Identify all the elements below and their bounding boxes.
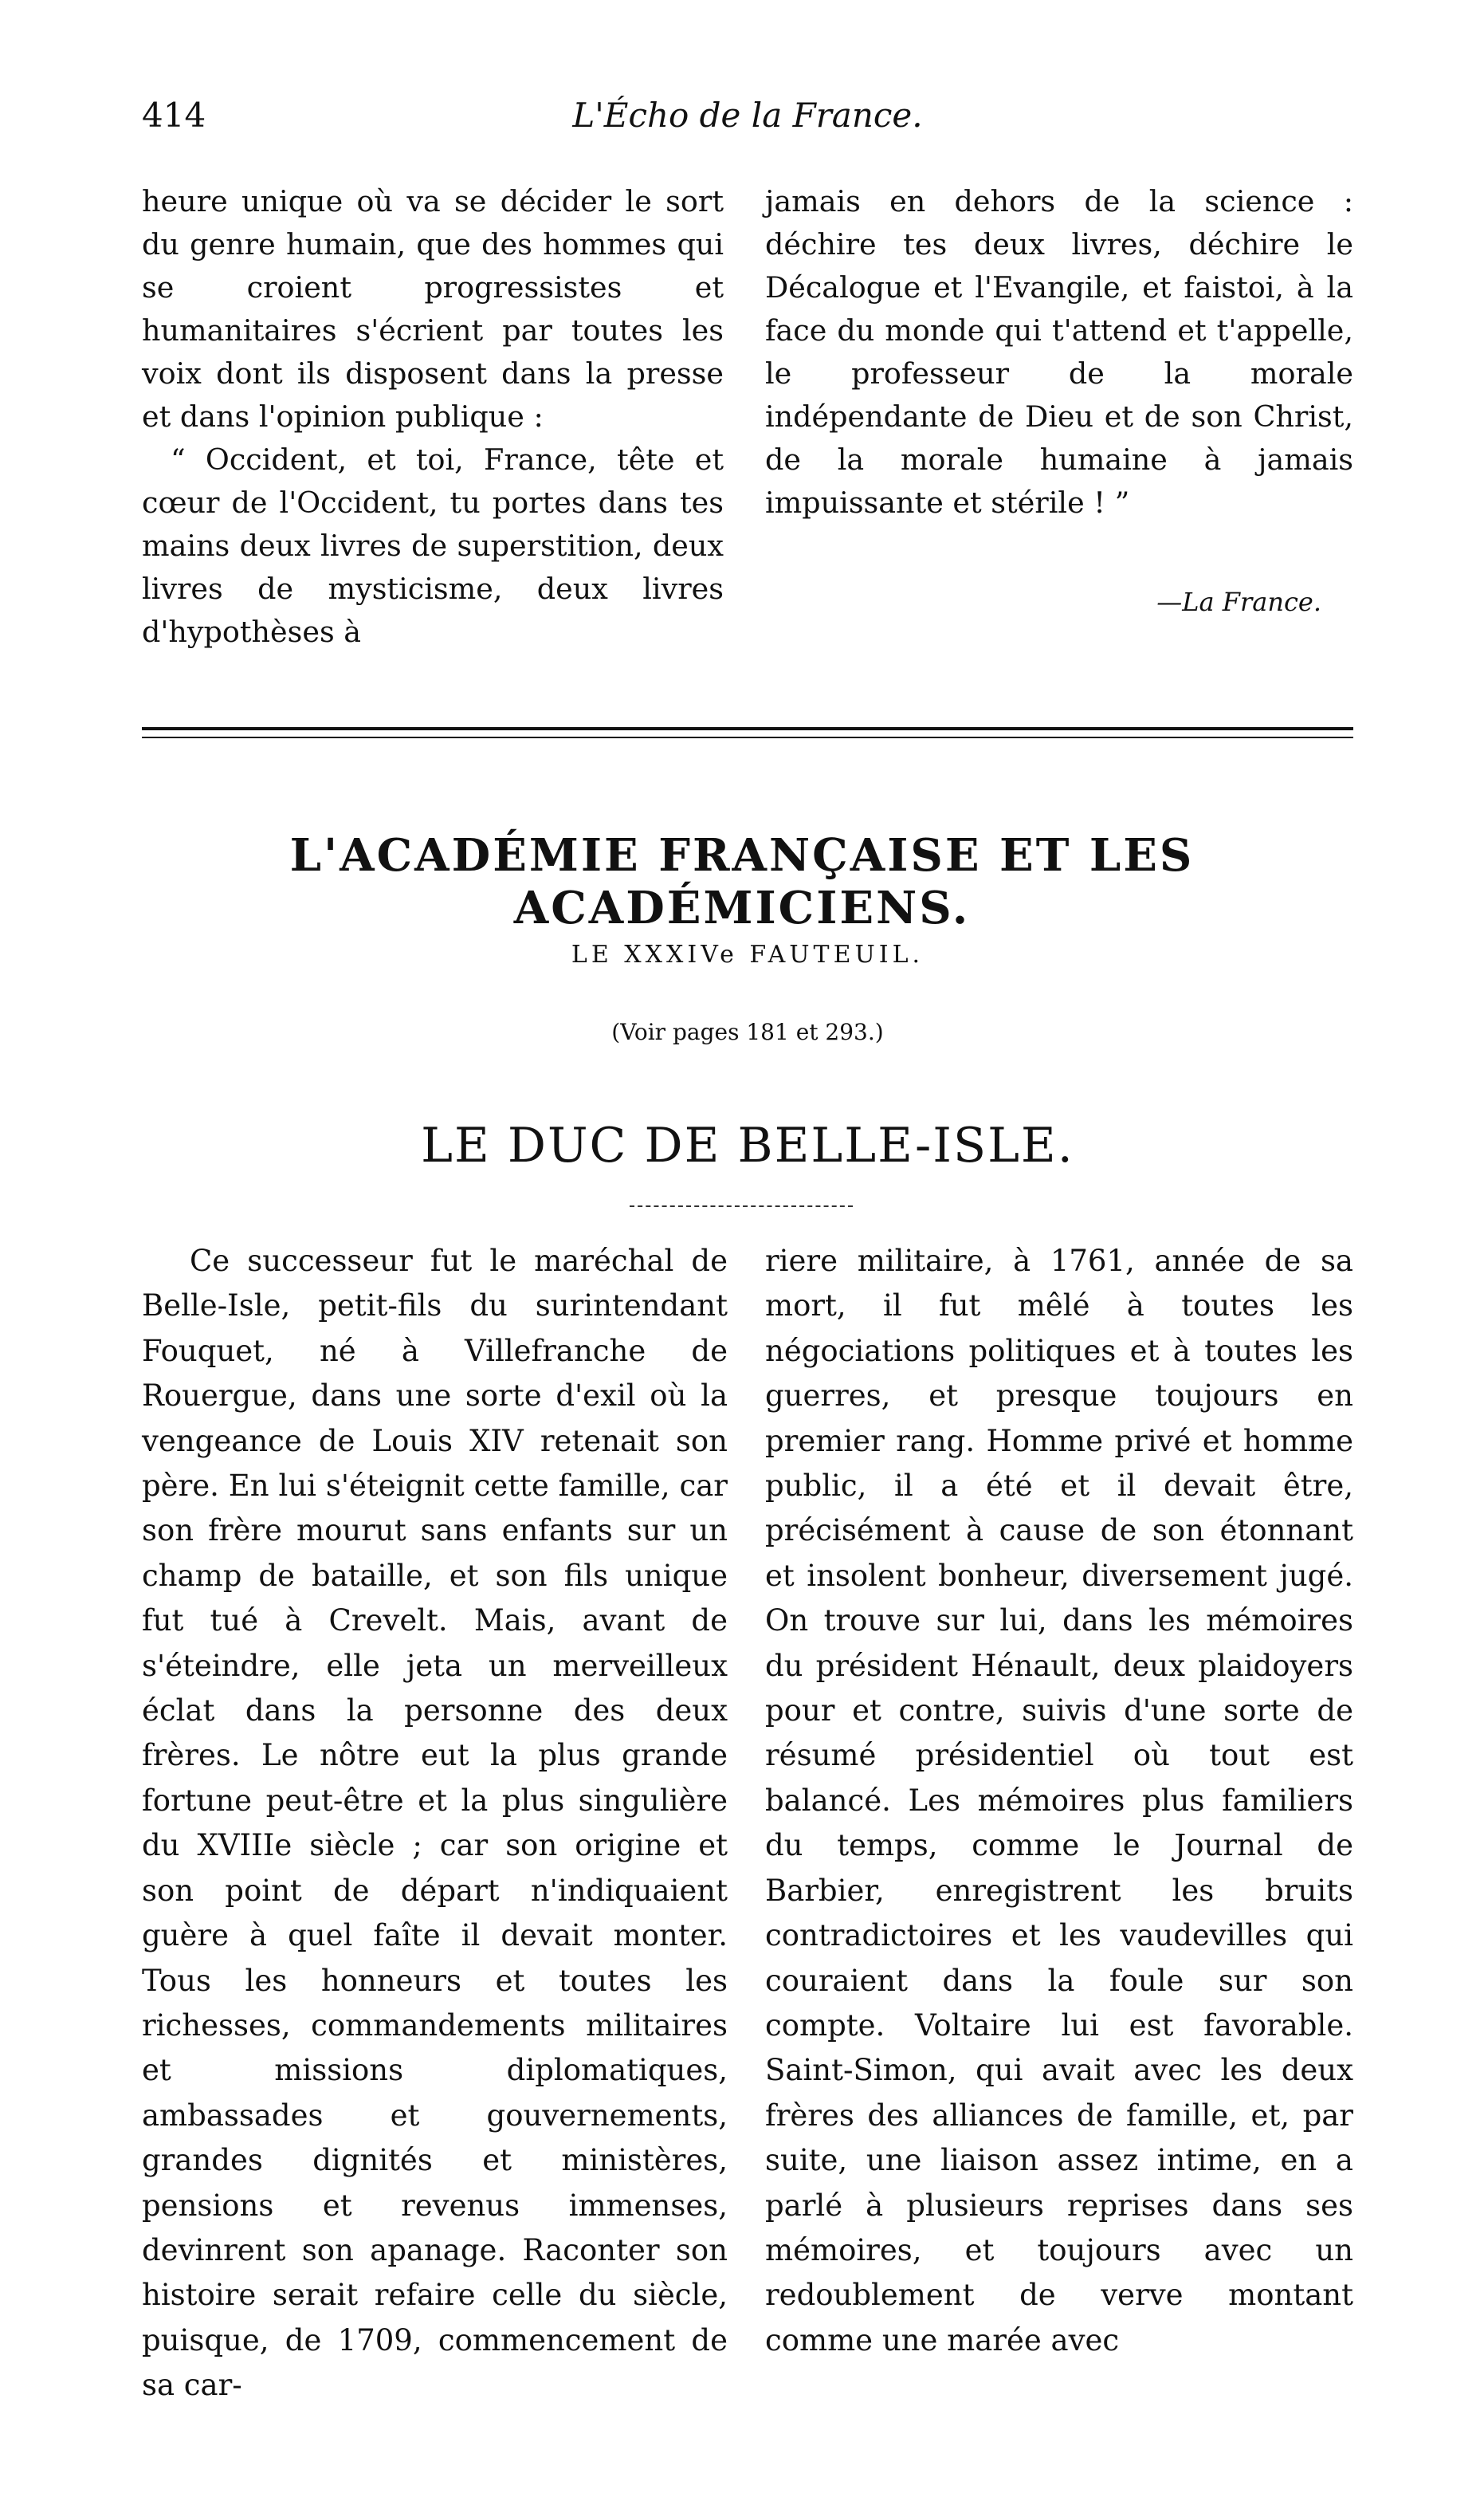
top-left-paragraph-1: heure unique où va se décider le sort du genre humain, que des hommes qui se croient progressistes et humanitaires s'écrient par toutes les voix dont ils disposent dans la presse et dans l'opinion publique : bbox=[142, 184, 724, 434]
top-left-paragraph-2: “ Occident, et toi, France, tête et cœur de l'Occident, tu portes dans tes mains deux livres de superstition, deux livres de mysticisme, deux livres d'hypothèses à bbox=[142, 442, 724, 649]
running-title: L'Écho de la France. bbox=[572, 96, 923, 135]
attribution: —La France. bbox=[1156, 587, 1321, 617]
section-title: L'ACADÉMIE FRANÇAISE ET LES ACADÉMICIENS. bbox=[289, 829, 1195, 934]
article-left-column bbox=[142, 1239, 728, 2409]
article-right-column bbox=[765, 1239, 1353, 2363]
article-right-text: riere militaire, à 1761, année de sa mort, il fut mêlé à toutes les négociations politiques et à toutes les guerres, et presque toujours en premier rang. Homme privé et homme public, il a été et il devait être, précisément à cause de son étonnant et insolent bonheur, diversement jugé. On trouve sur lui, dans les mémoires du président Hénault, deux plaidoyers pour et contre, suivis d'une sorte de résumé présidentiel où tout est balancé. Les mémoires plus familiers du temps, comme le Journal de Barbier, enregistrent les bruits contradictoires et les vaudevilles qui couraient dans la foule sur son compte. Voltaire lui est favorable. Saint-Simon, qui avait avec les deux frères des alliances de famille, et, par suite, une liaison assez intime, en a parlé à plusieurs reprises dans ses mémoires, et toujours avec un redoublement de verve montant comme une marée avec bbox=[765, 1244, 1353, 2357]
top-left-column bbox=[142, 180, 724, 654]
page-reference-note: (Voir pages 181 et 293.) bbox=[611, 1019, 884, 1045]
article-left-text: Ce successeur fut le maréchal de Belle-Isle, petit-fils du surintendant Fouquet, né à Villefranche de Rouergue, dans une sorte d'exil où la vengeance de Louis XIV retenait son père. En lui s'éteignit cette famille, car son frère mourut sans enfants sur un champ de bataille, et son fils unique fut tué à Crevelt. Mais, avant de s'éteindre, elle jeta un merveilleux éclat dans la personne des deux frères. Le nôtre eut la plus grande fortune peut-être et la plus singulière du XVIIIe siècle ; car son origine et son point de départ n'indiquaient guère à quel faîte il devait monter. Tous les honneurs et toutes les richesses, commandements militaires et missions diplomatiques, ambassades et gouvernements, grandes dignités et ministères, pensions et revenus immenses, devinrent son apanage. Raconter son histoire serait refaire celle du siècle, puisque, de 1709, commencement de sa car- bbox=[142, 1244, 728, 2403]
top-right-column bbox=[765, 180, 1353, 623]
title-divider bbox=[630, 1205, 853, 1207]
article-title: LE DUC DE BELLE-ISLE. bbox=[421, 1118, 1074, 1174]
section-divider bbox=[142, 727, 1353, 738]
page-number: 414 bbox=[142, 96, 206, 135]
top-right-paragraph-1: jamais en dehors de la science : déchire tes deux livres, déchire le Décalogue et l'Evangile, et faistoi, à la face du monde qui t'attend et t'appelle, le professeur de la morale indépendante de Dieu et de son Christ, de la morale humaine à jamais impuissante et stérile ! ” bbox=[765, 184, 1353, 520]
page-header bbox=[142, 96, 1353, 151]
section-subtitle: LE XXXIVe FAUTEUIL. bbox=[571, 941, 925, 969]
